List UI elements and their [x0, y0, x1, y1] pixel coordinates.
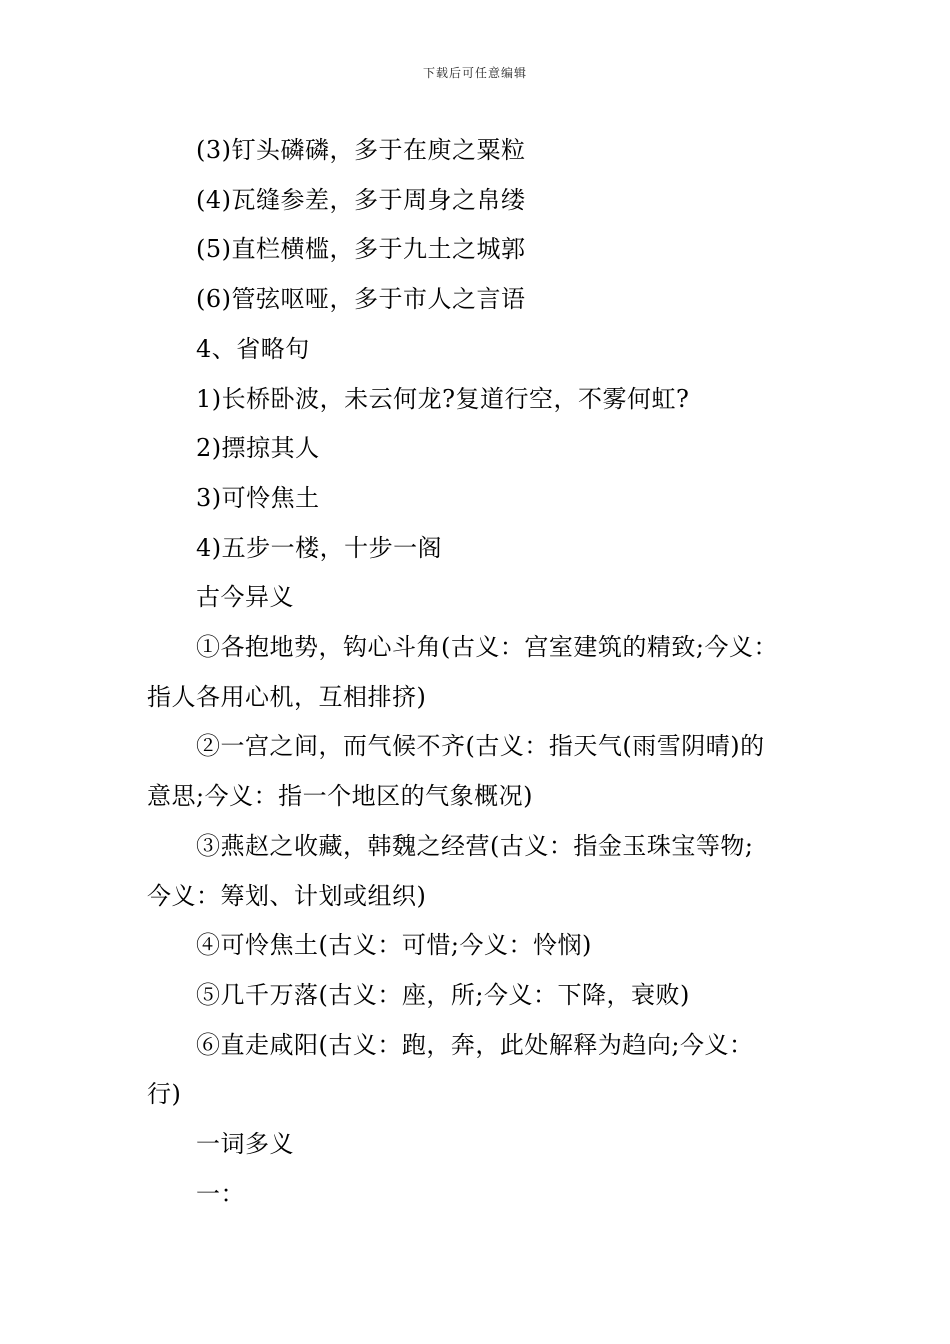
text-line: 一： [196, 1179, 245, 1208]
text-line: (5)直栏横槛，多于九土之城郭 [196, 235, 526, 264]
text-line: 1)长桥卧波，未云何龙?复道行空，不雾何虹? [196, 384, 690, 413]
text-line: ①各抱地势，钩心斗角(古义：宫室建筑的精致;今义： [196, 633, 778, 662]
document-body [147, 126, 827, 1219]
section-heading: 一词多义 [196, 1130, 294, 1159]
text-line: ④可怜焦土(古义：可惜;今义：怜悯) [196, 931, 592, 960]
text-line: ③燕赵之收藏，韩魏之经营(古义：指金玉珠宝等物; [196, 831, 754, 860]
page-header: 下载后可任意编辑 [422, 66, 527, 80]
text-line-continuation: 意思;今义：指一个地区的气象概况) [147, 782, 533, 811]
text-line: (3)钉头磷磷，多于在庾之粟粒 [196, 136, 526, 164]
text-line: 3)可怜焦土 [196, 483, 320, 512]
text-line: (6)管弦呕哑，多于市人之言语 [196, 285, 526, 314]
text-line-continuation: 今义：筹划、计划或组织) [147, 881, 427, 910]
section-heading: 4、省略句 [196, 334, 310, 363]
text-line: 2)摽掠其人 [196, 434, 320, 463]
section-heading: 古今异义 [196, 583, 294, 612]
text-line-continuation: 行) [147, 1080, 182, 1109]
text-line: ⑥直走咸阳(古义：跑，奔，此处解释为趋向;今义： [196, 1030, 754, 1059]
text-line: (4)瓦缝参差，多于周身之帛缕 [196, 185, 526, 214]
text-line: 4)五步一楼，十步一阁 [196, 533, 443, 562]
text-line-continuation: 指人各用心机，互相排挤) [147, 682, 427, 711]
text-line: ⑤几千万落(古义：座，所;今义：下降，衰败) [196, 980, 690, 1009]
text-line: ②一宫之间，而气候不齐(古义：指天气(雨雪阴晴)的 [196, 732, 765, 761]
